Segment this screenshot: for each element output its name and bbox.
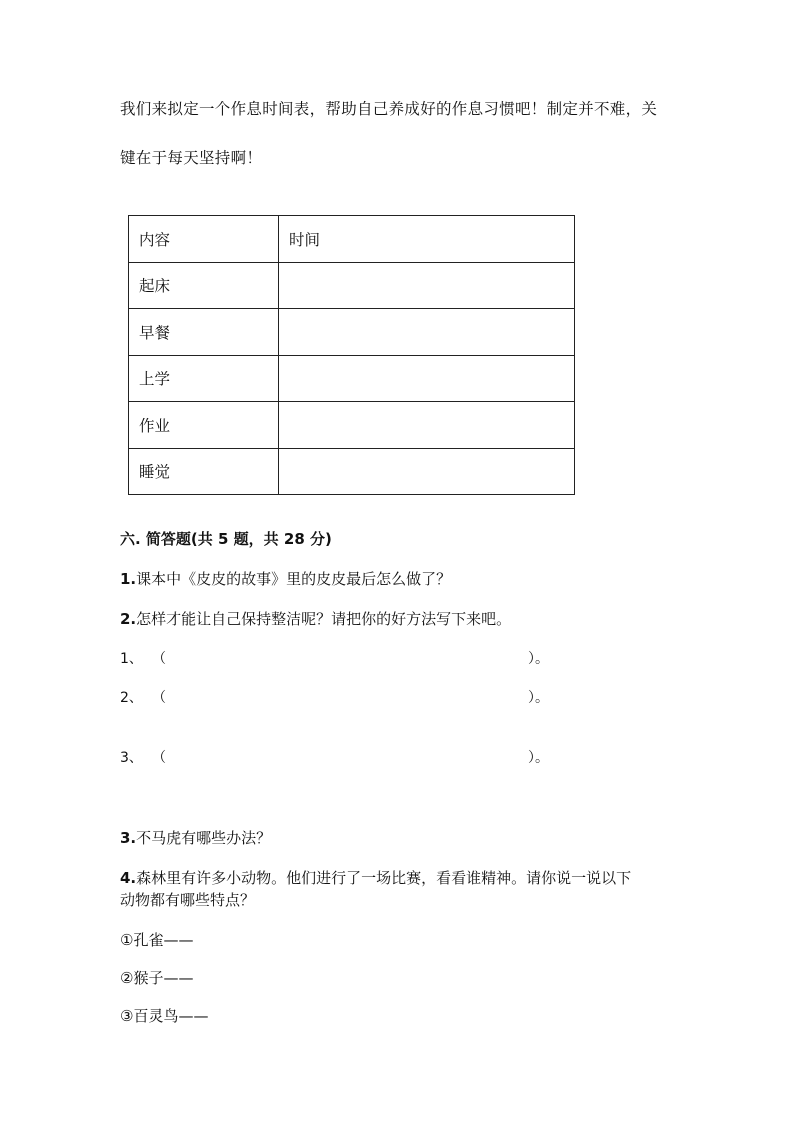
question-text: 课本中《皮皮的故事》里的皮皮最后怎么做了？	[136, 570, 452, 588]
question-number: 2.	[120, 610, 137, 628]
table-row	[129, 448, 575, 495]
question-number: 1.	[120, 570, 137, 588]
row-item: 睡觉	[129, 448, 279, 495]
row-item: 作业	[129, 402, 279, 449]
row-item: 上学	[129, 355, 279, 402]
question-number: 4.	[120, 869, 137, 887]
table-row	[129, 309, 575, 356]
intro-line-2: 键在于每天坚持啊！	[120, 149, 263, 167]
blank-number: 1、	[120, 651, 143, 667]
row-time-cell[interactable]	[279, 448, 575, 495]
schedule-table	[128, 215, 575, 495]
blank-number: 3、	[120, 750, 143, 766]
question-text: 不马虎有哪些办法？	[136, 829, 272, 847]
question-number: 3.	[120, 829, 137, 847]
question-text: 森林里有许多小动物。他们进行了一场比赛，看看谁精神。请你说一说以下	[136, 869, 632, 887]
table-header-row	[129, 216, 575, 263]
row-time-cell[interactable]	[279, 402, 575, 449]
answer-line-lark: ③百灵鸟——	[120, 1007, 209, 1025]
table-row	[129, 402, 575, 449]
question-text: 怎样才能让自己保持整洁呢？请把你的好方法写下来吧。	[136, 610, 512, 628]
row-time-cell[interactable]	[279, 355, 575, 402]
header-time: 时间	[279, 216, 575, 263]
row-time-cell[interactable]	[279, 309, 575, 356]
blank-close-paren: ）。	[528, 690, 549, 706]
blank-close-paren: ）。	[528, 651, 549, 667]
question-4-line-2: 动物都有哪些特点？	[120, 891, 256, 909]
row-time-cell[interactable]	[279, 262, 575, 309]
answer-line-peacock: ①孔雀——	[120, 931, 194, 949]
header-content: 内容	[129, 216, 279, 263]
answer-line-monkey: ②猴子——	[120, 969, 194, 987]
blank-close-paren: ）。	[528, 750, 549, 766]
blank-open-paren: （	[152, 651, 166, 667]
question-3	[120, 827, 271, 848]
question-4-line-1	[120, 867, 631, 888]
blank-open-paren: （	[152, 690, 166, 706]
table-row	[129, 355, 575, 402]
section-title: 六. 简答题(共 5 题，共 28 分)	[120, 530, 332, 548]
question-1	[120, 568, 451, 589]
blank-open-paren: （	[152, 750, 166, 766]
table-row	[129, 262, 575, 309]
question-2	[120, 608, 511, 629]
row-item: 起床	[129, 262, 279, 309]
row-item: 早餐	[129, 309, 279, 356]
blank-number: 2、	[120, 690, 143, 706]
intro-line-1: 我们来拟定一个作息时间表，帮助自己养成好的作息习惯吧！制定并不难，关	[120, 100, 658, 118]
